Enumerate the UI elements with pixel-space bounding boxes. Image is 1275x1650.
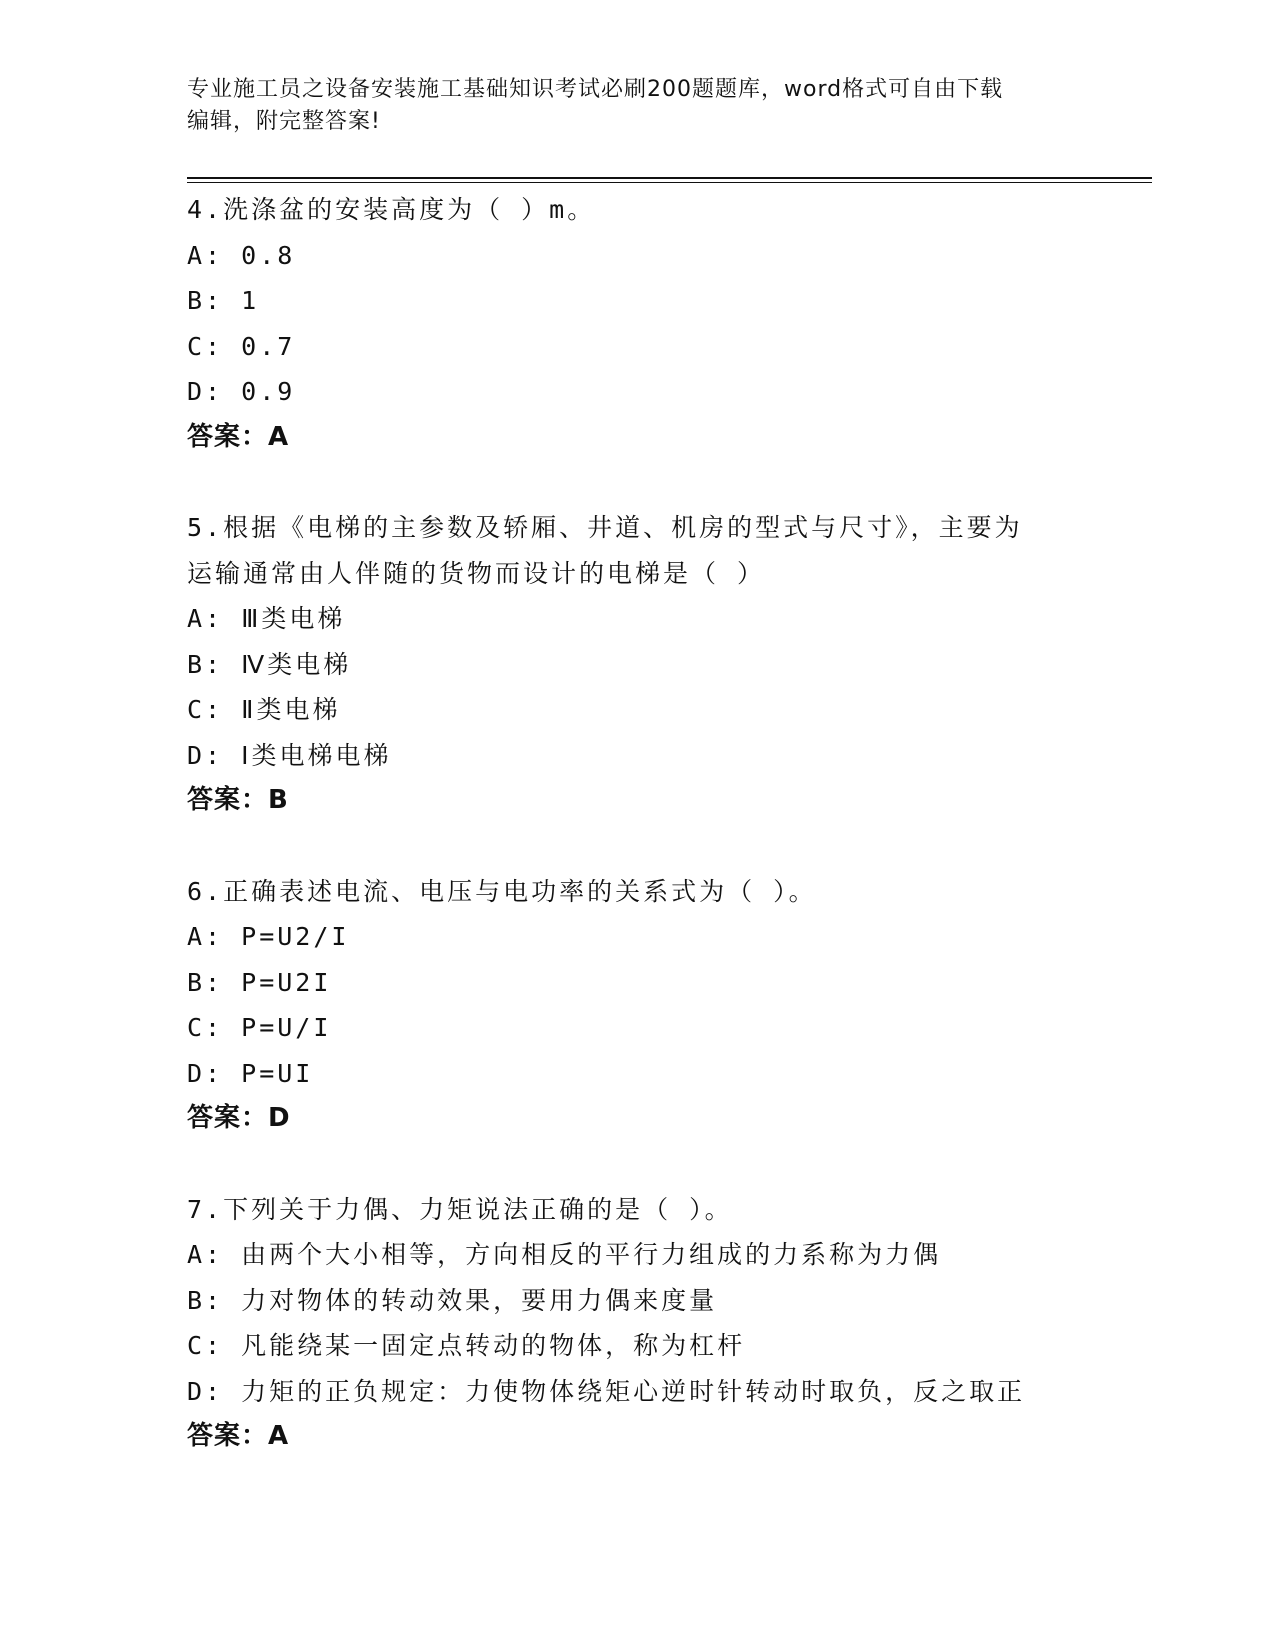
option-b: B: Ⅳ类电梯 [187, 649, 352, 679]
option-c: C: Ⅱ类电梯 [187, 695, 341, 724]
question-list [187, 187, 1087, 1505]
answer-label: 答案：A [187, 1421, 290, 1451]
option-a: A: Ⅲ类电梯 [187, 604, 346, 633]
header-divider-thick [187, 177, 1152, 179]
answer-label: 答案：A [187, 421, 290, 452]
option-c: C: P=U/I [187, 1013, 332, 1042]
document-header [187, 74, 1067, 138]
option-d: D: 力矩的正负规定：力使物体绕矩心逆时针转动时取负，反之取正 [187, 1376, 1026, 1406]
question-5 [187, 505, 1087, 824]
question-stem: 4.洗涤盆的安装高度为（ ）m。 [187, 195, 596, 224]
header-line-2: 编辑，附完整答案! [187, 109, 381, 134]
option-b: B: 1 [187, 286, 260, 315]
header-line-1: 专业施工员之设备安装施工基础知识考试必刷200题题库，word格式可自由下载 [187, 77, 1004, 102]
option-d: D: P=UI [187, 1058, 314, 1088]
option-a: A: P=U2/I [187, 922, 350, 951]
option-c: C: 凡能绕某一固定点转动的物体，称为杠杆 [187, 1331, 746, 1360]
question-6 [187, 869, 1087, 1142]
option-d: D: 0.9 [187, 377, 296, 406]
option-c: C: 0.7 [187, 331, 296, 361]
question-4 [187, 187, 1087, 460]
question-stem: 7.下列关于力偶、力矩说法正确的是（ ）。 [187, 1194, 733, 1224]
answer-label: 答案：B [187, 785, 289, 815]
question-stem: 6.正确表述电流、电压与电功率的关系式为（ ）。 [187, 876, 817, 906]
option-b: B: 力对物体的转动效果，要用力偶来度量 [187, 1285, 718, 1315]
header-divider-thin [187, 182, 1152, 183]
question-7 [187, 1187, 1087, 1460]
option-a: A: 由两个大小相等，方向相反的平行力组成的力系称为力偶 [187, 1240, 942, 1269]
question-stem: 5.根据《电梯的主参数及轿厢、井道、机房的型式与尺寸》，主要为 [187, 513, 1023, 542]
option-b: B: P=U2I [187, 967, 332, 997]
answer-label: 答案：D [187, 1103, 291, 1133]
option-a: A: 0.8 [187, 240, 296, 270]
option-d: D: Ⅰ类电梯电梯 [187, 740, 392, 770]
question-stem-continued: 运输通常由人伴随的货物而设计的电梯是（ ） [187, 558, 766, 588]
